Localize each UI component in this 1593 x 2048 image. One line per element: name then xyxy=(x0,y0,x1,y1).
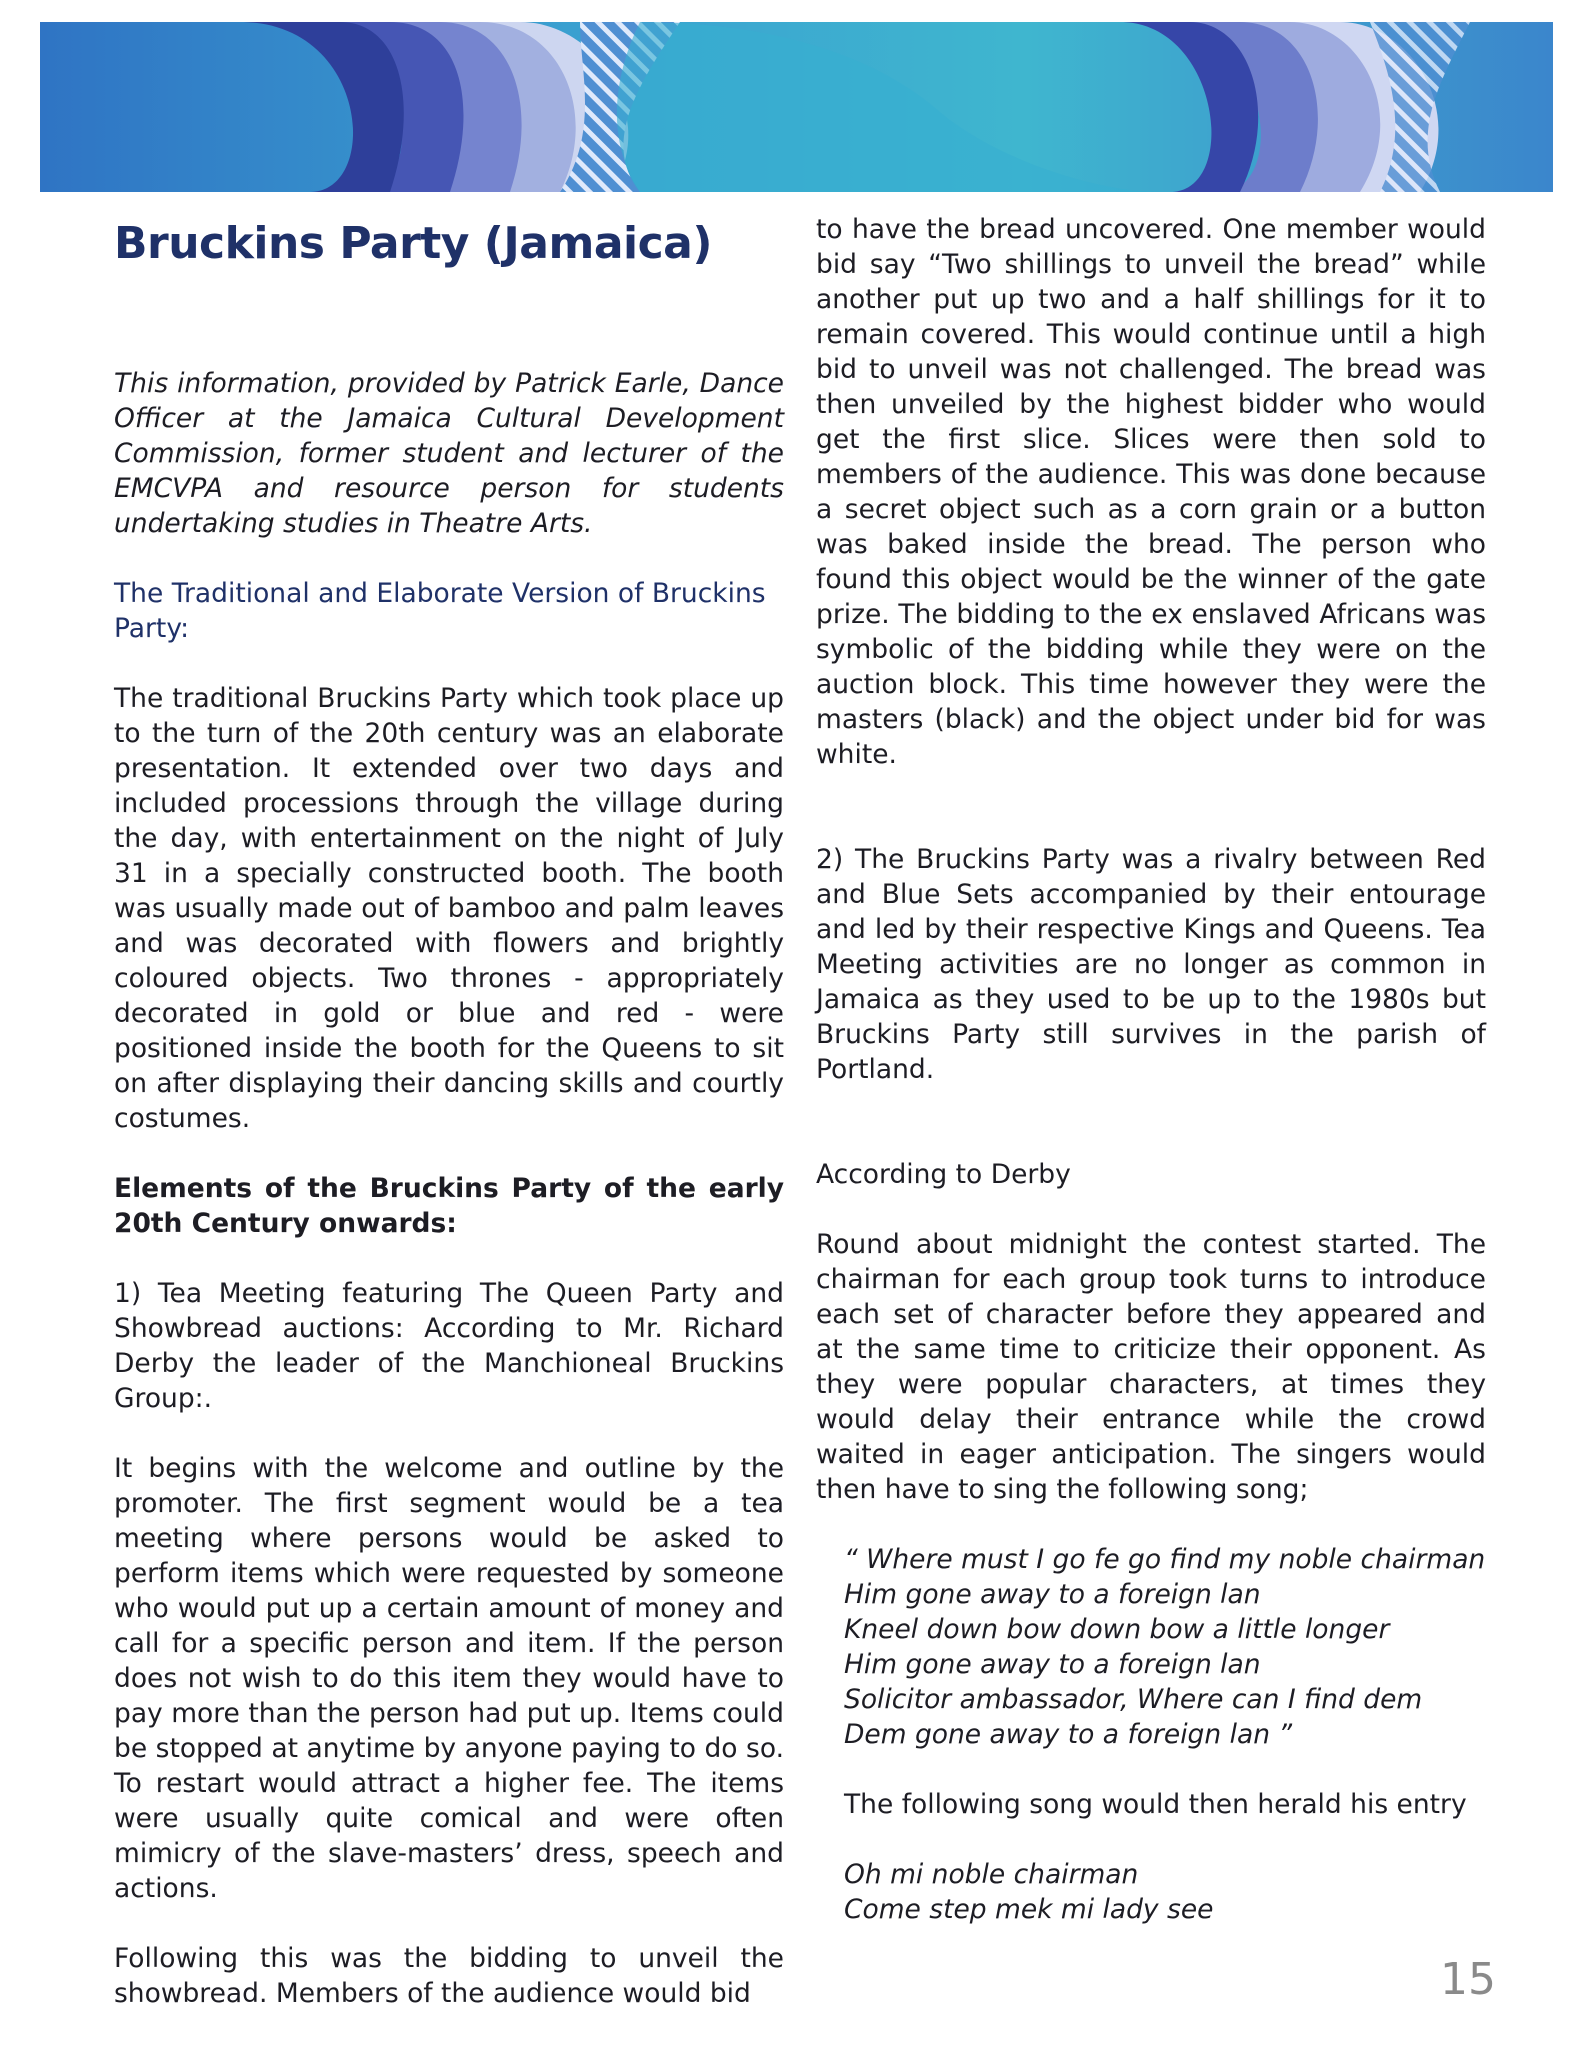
song-1-line: Dem gone away to a foreign lan ” xyxy=(844,1719,1293,1750)
section-subheading: The Traditional and Elaborate Version of Bruckins Party: xyxy=(114,578,766,644)
paragraph-midnight: Round about midnight the contest started. The chairman for each group took turns to introduce each set of character before they appeared and at the same time to criticize their opponent. As they were popular characters, at times they would delay their entrance while the crowd waited in eager anticipation. The singers would then have to sing the following song; xyxy=(816,1229,1486,1505)
song-2 xyxy=(816,1857,1486,1927)
left-column xyxy=(114,212,784,2011)
intro-paragraph: This information, provided by Patrick Earle, Dance Officer at the Jamaica Cultural Development Commission, former student and lecturer of the EMCVPA and resource person for students undertaking studies in Theatre Arts. xyxy=(114,368,784,539)
song-1-line: Him gone away to a foreign lan xyxy=(844,1579,1261,1610)
header-banner xyxy=(40,22,1553,192)
according-to-derby: According to Derby xyxy=(816,1159,1071,1190)
song-2-line: Oh mi noble chairman xyxy=(844,1859,1139,1890)
song-1-line: Solicitor ambassador, Where can I find dem xyxy=(844,1684,1423,1715)
paragraph-bidding-start: Following this was the bidding to unveil the showbread. Members of the audience would bid xyxy=(114,1943,784,2009)
paragraph-tea-meeting: It begins with the welcome and outline by the promoter. The first segment would be a tea meeting where persons would be asked to perform items which were requested by someone who would put up a certain amount of money and call for a specific person and item. If the person does not wish to do this item they would have to pay more than the person had put up. Items could be stopped at anytime by anyone paying to do so. To restart would attract a higher fee. The items were usually quite comical and were often mimicry of the slave-masters’ dress, speech and actions. xyxy=(114,1453,784,1904)
decorative-wave-graphic xyxy=(40,22,1553,192)
song-1-line: Him gone away to a foreign lan xyxy=(844,1649,1261,1680)
page-title: Bruckins Party (Jamaica) xyxy=(114,218,712,269)
song-1-line: “ Where must I go fe go find my noble chairman xyxy=(844,1544,1486,1575)
page-number: 15 xyxy=(1440,1954,1496,2005)
paragraph-traditional: The traditional Bruckins Party which took place up to the turn of the 20th century was an elaborate presentation. It extended over two days and included processions through the village during the day, with entertainment on the night of July 31 in a specially constructed booth. The booth was usually made out of bamboo and palm leaves and was decorated with flowers and brightly coloured objects. Two thrones - appropriately decorated in gold or blue and red - were positioned inside the booth for the Queens to sit on after displaying their dancing skills and courtly costumes. xyxy=(114,683,784,1134)
paragraph-bidding-continued: to have the bread uncovered. One member would bid say “Two shillings to unveil the bread” while another put up two and a half shillings for it to remain covered. This would continue until a high bid to unveil was not challenged. The bread was then unveiled by the highest bidder who would get the first slice. Slices were then sold to members of the audience. This was done because a secret object such as a corn grain or a button was baked inside the bread. The person who found this object would be the winner of the gate prize. The bidding to the ex enslaved Africans was symbolic of the bidding while they were on the auction block. This time however they were the masters (black) and the object under bid for was white. xyxy=(816,214,1486,770)
herald-line: The following song would then herald his entry xyxy=(844,1789,1467,1820)
elements-heading: Elements of the Bruckins Party of the early 20th Century onwards: xyxy=(114,1173,784,1239)
item-1: 1) Tea Meeting featuring The Queen Party and Showbread auctions: According to Mr. Richard Derby the leader of the Manchioneal Bruckins Group:. xyxy=(114,1278,784,1414)
song-2-line: Come step mek mi lady see xyxy=(844,1894,1214,1925)
song-1-line: Kneel down bow down bow a little longer xyxy=(844,1614,1390,1645)
right-column xyxy=(816,212,1486,1927)
song-1 xyxy=(816,1542,1486,1752)
item-2: 2) The Bruckins Party was a rivalry between Red and Blue Sets accompanied by their entourage and led by their respective Kings and Queens. Tea Meeting activities are no longer as common in Jamaica as they used to be up to the 1980s but Bruckins Party still survives in the parish of Portland. xyxy=(816,844,1486,1085)
